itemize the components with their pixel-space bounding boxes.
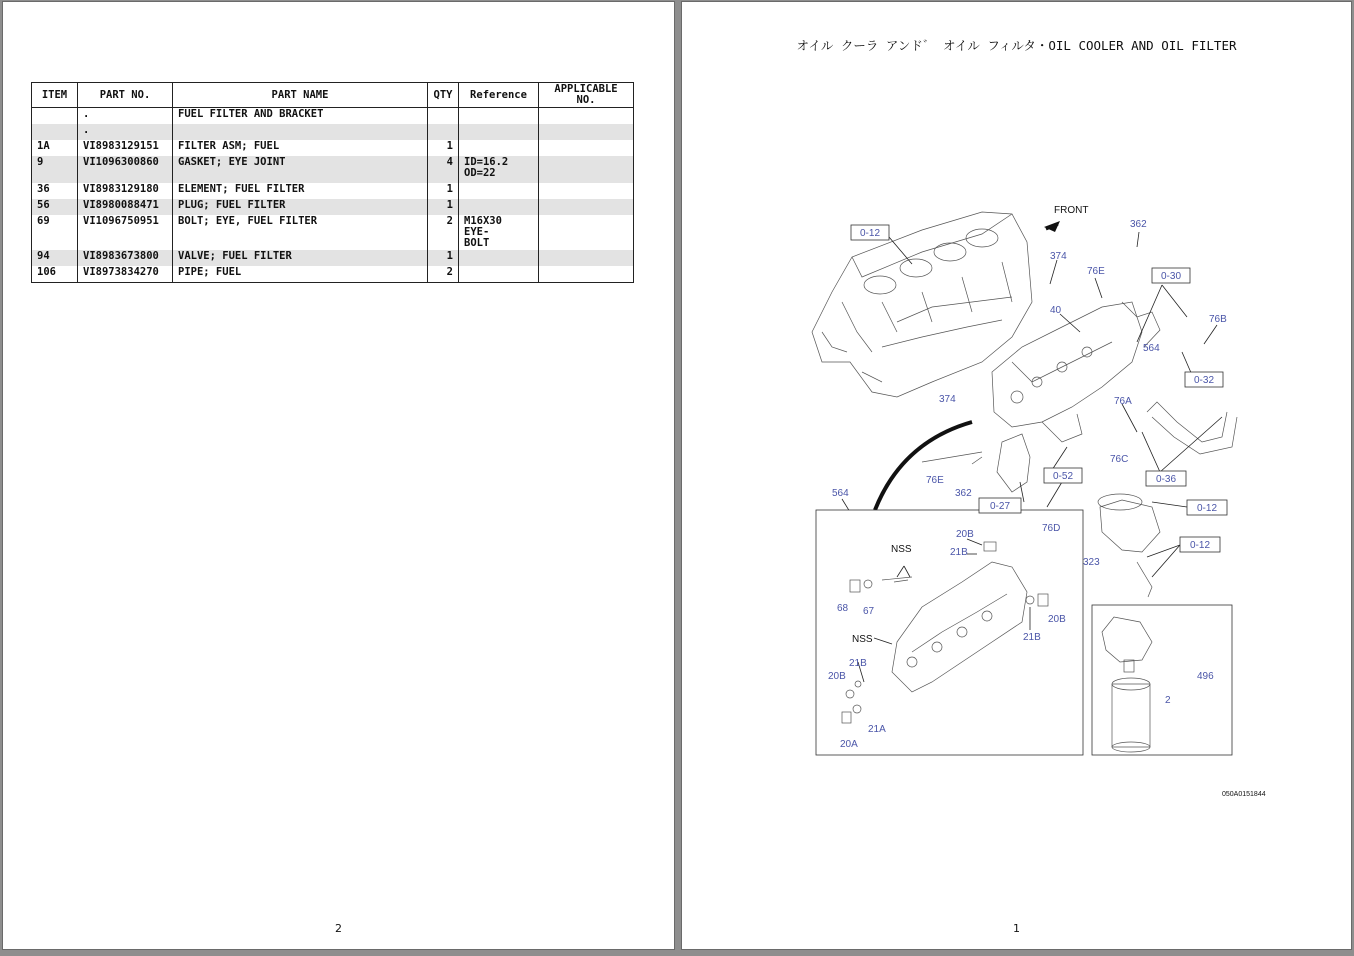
diagram-title: オイル クーラ アンド゛ オイル フィルタ・OIL COOLER AND OIL FILTER bbox=[796, 38, 1237, 53]
col-applicable-no: APPLICABLE NO. bbox=[539, 83, 634, 108]
cell-reference bbox=[459, 250, 539, 266]
cell-part-no: VI8980088471 bbox=[78, 199, 173, 215]
cell-qty: 1 bbox=[428, 140, 459, 156]
nss-label: NSS bbox=[852, 634, 873, 645]
cell-item: 69 bbox=[32, 215, 78, 250]
engine-block-drawing bbox=[812, 212, 1032, 397]
cell-applicable-no bbox=[539, 140, 634, 156]
part-label: 68 bbox=[837, 603, 849, 614]
cell-qty: 4 bbox=[428, 156, 459, 183]
part-label: 564 bbox=[832, 488, 849, 499]
part-label: 76C bbox=[1110, 454, 1129, 465]
cell-applicable-no bbox=[539, 250, 634, 266]
table-row bbox=[32, 124, 634, 140]
table-row bbox=[32, 183, 634, 199]
cell-item bbox=[32, 124, 78, 140]
cell-part-name: GASKET; EYE JOINT bbox=[173, 156, 428, 183]
oil-cooler-drawing bbox=[992, 302, 1160, 442]
table-row bbox=[32, 266, 634, 283]
table-row bbox=[32, 108, 634, 125]
part-label: 496 bbox=[1197, 671, 1214, 682]
cell-applicable-no bbox=[539, 124, 634, 140]
col-part-no: PART NO. bbox=[78, 83, 173, 108]
cell-part-name: FILTER ASM; FUEL bbox=[173, 140, 428, 156]
cell-part-no: VI1096750951 bbox=[78, 215, 173, 250]
part-label: 76E bbox=[926, 475, 944, 486]
cell-applicable-no bbox=[539, 199, 634, 215]
cell-part-name: BOLT; EYE, FUEL FILTER bbox=[173, 215, 428, 250]
cell-reference bbox=[459, 108, 539, 125]
table-row bbox=[32, 199, 634, 215]
cell-qty: 2 bbox=[428, 266, 459, 283]
cell-part-no: VI8983129180 bbox=[78, 183, 173, 199]
exploded-parts-diagram bbox=[682, 2, 1351, 949]
cell-qty bbox=[428, 124, 459, 140]
cell-part-no: VI8983129151 bbox=[78, 140, 173, 156]
cell-part-name: VALVE; FUEL FILTER bbox=[173, 250, 428, 266]
part-label: 76E bbox=[1087, 266, 1105, 277]
cell-item: 56 bbox=[32, 199, 78, 215]
part-label: 21A bbox=[868, 724, 886, 735]
cell-reference: M16X30 EYE- BOLT bbox=[459, 215, 539, 250]
cell-reference bbox=[459, 140, 539, 156]
part-label: 67 bbox=[863, 606, 875, 617]
table-row bbox=[32, 215, 634, 250]
part-label: 374 bbox=[939, 394, 956, 405]
part-label: 20B bbox=[1048, 614, 1066, 625]
cell-reference: ID=16.2 OD=22 bbox=[459, 156, 539, 183]
part-label: 20A bbox=[840, 739, 858, 750]
cell-part-no: . bbox=[78, 124, 173, 140]
cell-qty: 2 bbox=[428, 215, 459, 250]
cell-qty: 1 bbox=[428, 199, 459, 215]
front-label: FRONT bbox=[1054, 205, 1089, 216]
cell-item bbox=[32, 108, 78, 125]
cell-qty bbox=[428, 108, 459, 125]
part-label: 76D bbox=[1042, 523, 1061, 534]
callout-ref: 0-27 bbox=[989, 501, 1011, 512]
part-label: 362 bbox=[955, 488, 972, 499]
part-label: 323 bbox=[1083, 557, 1100, 568]
part-label: 21B bbox=[950, 547, 968, 558]
cell-reference bbox=[459, 266, 539, 283]
callout-ref: 0-36 bbox=[1155, 474, 1177, 485]
part-label: 564 bbox=[1143, 343, 1160, 354]
col-item: ITEM bbox=[32, 83, 78, 108]
cell-applicable-no bbox=[539, 215, 634, 250]
cell-item: 106 bbox=[32, 266, 78, 283]
cell-qty: 1 bbox=[428, 250, 459, 266]
cell-reference bbox=[459, 183, 539, 199]
table-row bbox=[32, 140, 634, 156]
cell-part-no: . bbox=[78, 108, 173, 125]
cell-reference bbox=[459, 199, 539, 215]
cell-item: 1A bbox=[32, 140, 78, 156]
parts-table-header bbox=[32, 83, 634, 108]
part-label: 21B bbox=[849, 658, 867, 669]
part-label: 76A bbox=[1114, 396, 1132, 407]
page-number: 1 bbox=[1013, 922, 1020, 935]
part-label: 21B bbox=[1023, 632, 1041, 643]
cell-part-name: PLUG; FUEL FILTER bbox=[173, 199, 428, 215]
cell-part-no: VI1096300860 bbox=[78, 156, 173, 183]
cell-reference bbox=[459, 124, 539, 140]
part-label: 76B bbox=[1209, 314, 1227, 325]
table-row bbox=[32, 250, 634, 266]
cell-item: 9 bbox=[32, 156, 78, 183]
part-label: 20B bbox=[956, 529, 974, 540]
nss-label: NSS bbox=[891, 544, 912, 555]
cell-applicable-no bbox=[539, 156, 634, 183]
reference-callouts bbox=[851, 225, 1227, 552]
callout-ref: 0-32 bbox=[1193, 375, 1215, 386]
cell-item: 36 bbox=[32, 183, 78, 199]
cell-part-name bbox=[173, 124, 428, 140]
cell-qty: 1 bbox=[428, 183, 459, 199]
right-page bbox=[682, 2, 1351, 949]
col-reference: Reference bbox=[459, 83, 539, 108]
parts-table bbox=[31, 82, 634, 283]
part-label: 2 bbox=[1165, 695, 1171, 706]
cell-applicable-no bbox=[539, 108, 634, 125]
drawing-id: 050A0151844 bbox=[1222, 791, 1266, 798]
page-number: 2 bbox=[335, 922, 342, 935]
callout-ref: 0-52 bbox=[1052, 471, 1074, 482]
cell-applicable-no bbox=[539, 183, 634, 199]
part-label: 20B bbox=[828, 671, 846, 682]
cell-part-no: VI8973834270 bbox=[78, 266, 173, 283]
col-qty: QTY bbox=[428, 83, 459, 108]
callout-ref: 0-30 bbox=[1160, 271, 1182, 282]
part-label: 362 bbox=[1130, 219, 1147, 230]
cell-part-name: ELEMENT; FUEL FILTER bbox=[173, 183, 428, 199]
col-part-name: PART NAME bbox=[173, 83, 428, 108]
part-label: 374 bbox=[1050, 251, 1067, 262]
callout-ref: 0-12 bbox=[859, 228, 881, 239]
cell-applicable-no bbox=[539, 266, 634, 283]
part-label: 40 bbox=[1050, 305, 1062, 316]
table-row bbox=[32, 156, 634, 183]
callout-ref: 0-12 bbox=[1196, 503, 1218, 514]
cell-item: 94 bbox=[32, 250, 78, 266]
left-page bbox=[3, 2, 674, 949]
cell-part-name: FUEL FILTER AND BRACKET bbox=[173, 108, 428, 125]
callout-ref: 0-12 bbox=[1189, 540, 1211, 551]
cell-part-name: PIPE; FUEL bbox=[173, 266, 428, 283]
cell-part-no: VI8983673800 bbox=[78, 250, 173, 266]
